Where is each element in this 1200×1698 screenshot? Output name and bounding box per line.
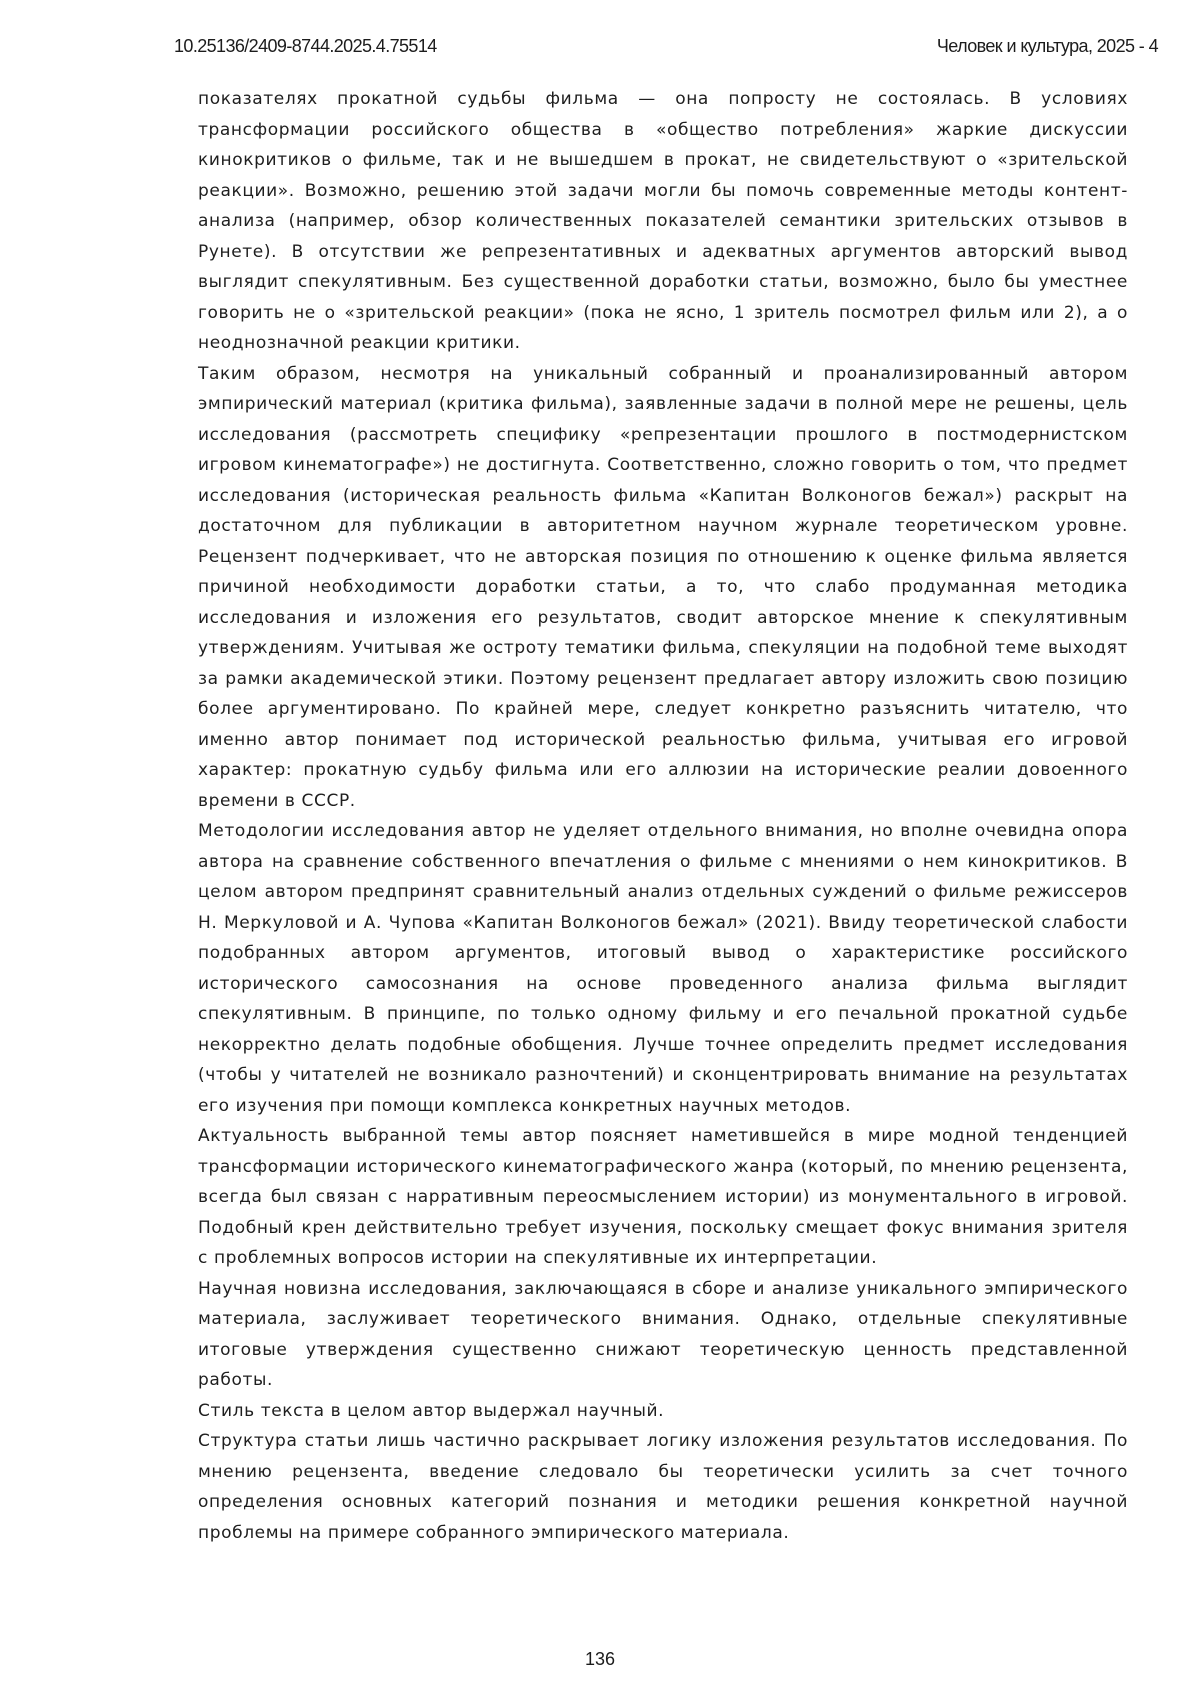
paragraph: Структура статьи лишь частично раскрывает логику изложения результатов исследования. По мнению рецензента, введение следовало бы теоретически усилить за счет точного определения основных категорий познания и методики решения конкретной научной проблемы на примере собранного эмпирического материала. [198, 1431, 1128, 1543]
doi-link[interactable]: 10.25136/2409-8744.2025.4.75514 [174, 36, 437, 56]
paragraph: показателях прокатной судьбы фильма — она попросту не состоялась. В условиях трансформации российского общества в «общество потребления» жаркие дискуссии кинокритиков о фильме, так и не вышедшем в прокат, не свидетельствуют о «зрительской реакции». Возможно, решению этой задачи могли бы помочь современные методы контент-анализа (например, обзор количественных показателей семантики зрительских отзывов в Рунете). В отсутствии же репрезентативных и адекватных аргументов авторский вывод выглядит спекулятивным. Без существенной доработки статьи, возможно, было бы уместнее говорить не о «зрительской реакции» (пока не ясно, 1 зритель посмотрел фильм или 2), а о неоднозначной реакции критики. [198, 89, 1128, 353]
paragraph: Научная новизна исследования, заключающаяся в сборе и анализе уникального эмпирического материала, заслуживает теоретического внимания. Однако, отдельные спекулятивные итоговые утверждения существенно снижают теоретическую ценность представленной работы. [198, 1278, 1128, 1390]
paragraph: Стиль текста в целом автор выдержал научный. [198, 1400, 665, 1421]
paragraph: Таким образом, несмотря на уникальный собранный и проанализированный автором эмпирический материал (критика фильма), заявленные задачи в полной мере не решены, цель исследования (рассмотреть специфику «репрезентации прошлого в постмодернистском игровом кинематографе») не достигнута. Соответственно, сложно говорить о том, что предмет исследования (историческая реальность фильма «Капитан Волконогов бежал») раскрыт на достаточном для публикации в авторитетном научном журнале теоретическом уровне. Рецензент подчеркивает, что не авторская позиция по отношению к оценке фильма является причиной необходимости доработки статьи, а то, что слабо продуманная методика исследования и изложения его результатов, сводит авторское мнение к спекулятивным утверждениям. Учитывая же остроту тематики фильма, спекуляции на подобной теме выходят за рамки академической этики. Поэтому рецензент предлагает автору изложить свою позицию более аргументировано. По крайней мере, следует конкретно разъяснить читателю, что именно автор понимает под исторической реальностью фильма, учитывая его игровой характер: прокатную судьбу фильма или его аллюзии на исторические реалии довоенного времени в СССР. [198, 363, 1128, 811]
page-header [174, 36, 1158, 64]
page-number: 136 [584, 1649, 616, 1669]
journal-title: Человек и культура, 2025 - 4 [936, 36, 1158, 56]
article-body [198, 84, 1128, 1548]
paragraph: Методологии исследования автор не уделяет отдельного внимания, но вполне очевидна опора автора на сравнение собственного впечатления о фильме с мнениями о нем кинокритиков. В целом автором предпринят сравнительный анализ отдельных суждений о фильме режиссеров Н. Меркуловой и А. Чупова «Капитан Волконогов бежал» (2021). Ввиду теоретической слабости подобранных автором аргументов, итоговый вывод о характеристике российского исторического самосознания на основе проведенного анализа фильма выглядит спекулятивным. В принципе, по только одному фильму и его печальной прокатной судьбе некорректно делать подобные обобщения. Лучше точнее определить предмет исследования (чтобы у читателей не возникало разночтений) и сконцентрировать внимание на результатах его изучения при помощи комплекса конкретных научных методов. [198, 821, 1128, 1116]
paragraph: Актуальность выбранной темы автор поясняет наметившейся в мире модной тенденцией трансформации исторического кинематографического жанра (который, по мнению рецензента, всегда был связан с нарративным переосмыслением истории) из монументального в игровой. Подобный крен действительно требует изучения, поскольку смещает фокус внимания зрителя с проблемных вопросов истории на спекулятивные их интерпретации. [198, 1126, 1128, 1268]
